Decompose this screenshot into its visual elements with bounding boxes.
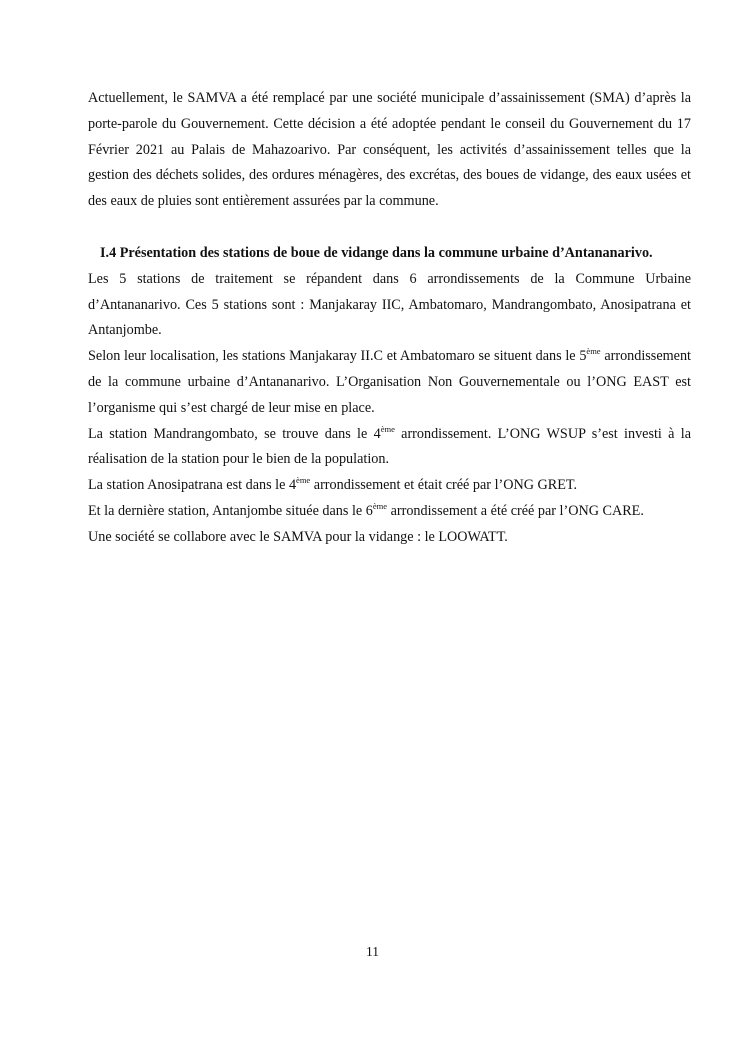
text-segment: Selon leur localisation, les stations Manjakaray II.C et Ambatomaro se situent dans le 5 — [88, 348, 587, 365]
paragraph-spacer — [88, 215, 691, 241]
paragraph-anosipatrana — [88, 473, 691, 499]
paragraph-antanjombe — [88, 499, 691, 525]
superscript: ème — [586, 346, 601, 357]
text-segment: arrondissement et était créé par l’ONG GRET. — [310, 477, 578, 494]
text-segment: arrondissement de la commune urbaine d’Antananarivo. L’Organisation Non Gouvernementale ou l’ONG EAST est l’organisme qui s’est chargé de leur mise en place. — [88, 348, 691, 416]
text-segment: arrondissement. L’ONG WSUP s’est investi à la réalisation de la station pour le bien de la population. — [88, 425, 691, 468]
paragraph-sma-replacement: Actuellement, le SAMVA a été remplacé par une société municipale d’assainissement (SMA) d’après la porte-parole du Gouvernement. Cette décision a été adoptée pendant le conseil du Gouvernement du 17 Février 2021 au Palais de Mahazoarivo. Par conséquent, les activités d’assainissement telles que la gestion des déchets solides, des ordures ménagères, des excrétas, des boues de vidange, des eaux usées et des eaux de pluies sont entièrement assurées par la commune. — [88, 90, 691, 210]
text-segment: La station Mandrangombato, se trouve dans le 4 — [88, 425, 381, 442]
section-heading: I.4 Présentation des stations de boue de vidange dans la commune urbaine d’Antananarivo. — [100, 244, 653, 261]
paragraph-stations-overview: Les 5 stations de traitement se répandent dans 6 arrondissements de la Commune Urbaine d’Antananarivo. Ces 5 stations sont : Manjakaray IIC, Ambatomaro, Mandrangombato, Anosipatrana et Antanjombe. — [88, 270, 691, 339]
text-segment: La station Anosipatrana est dans le 4 — [88, 477, 297, 494]
page-number: 11 — [366, 944, 379, 959]
superscript: ème — [380, 423, 395, 434]
paragraph-mandrangombato — [88, 422, 691, 474]
document-body — [88, 86, 691, 551]
superscript: ème — [296, 475, 311, 486]
superscript: ème — [372, 500, 388, 511]
paragraph-loowatt: Une société se collabore avec le SAMVA pour la vidange : le LOOWATT. — [88, 528, 508, 545]
text-segment: Et la dernière station, Antanjombe située dans le 6 — [88, 502, 373, 519]
text-segment: arrondissement a été créé par l’ONG CARE. — [387, 502, 644, 519]
paragraph-manjakaray-ambatomaro — [88, 344, 691, 421]
